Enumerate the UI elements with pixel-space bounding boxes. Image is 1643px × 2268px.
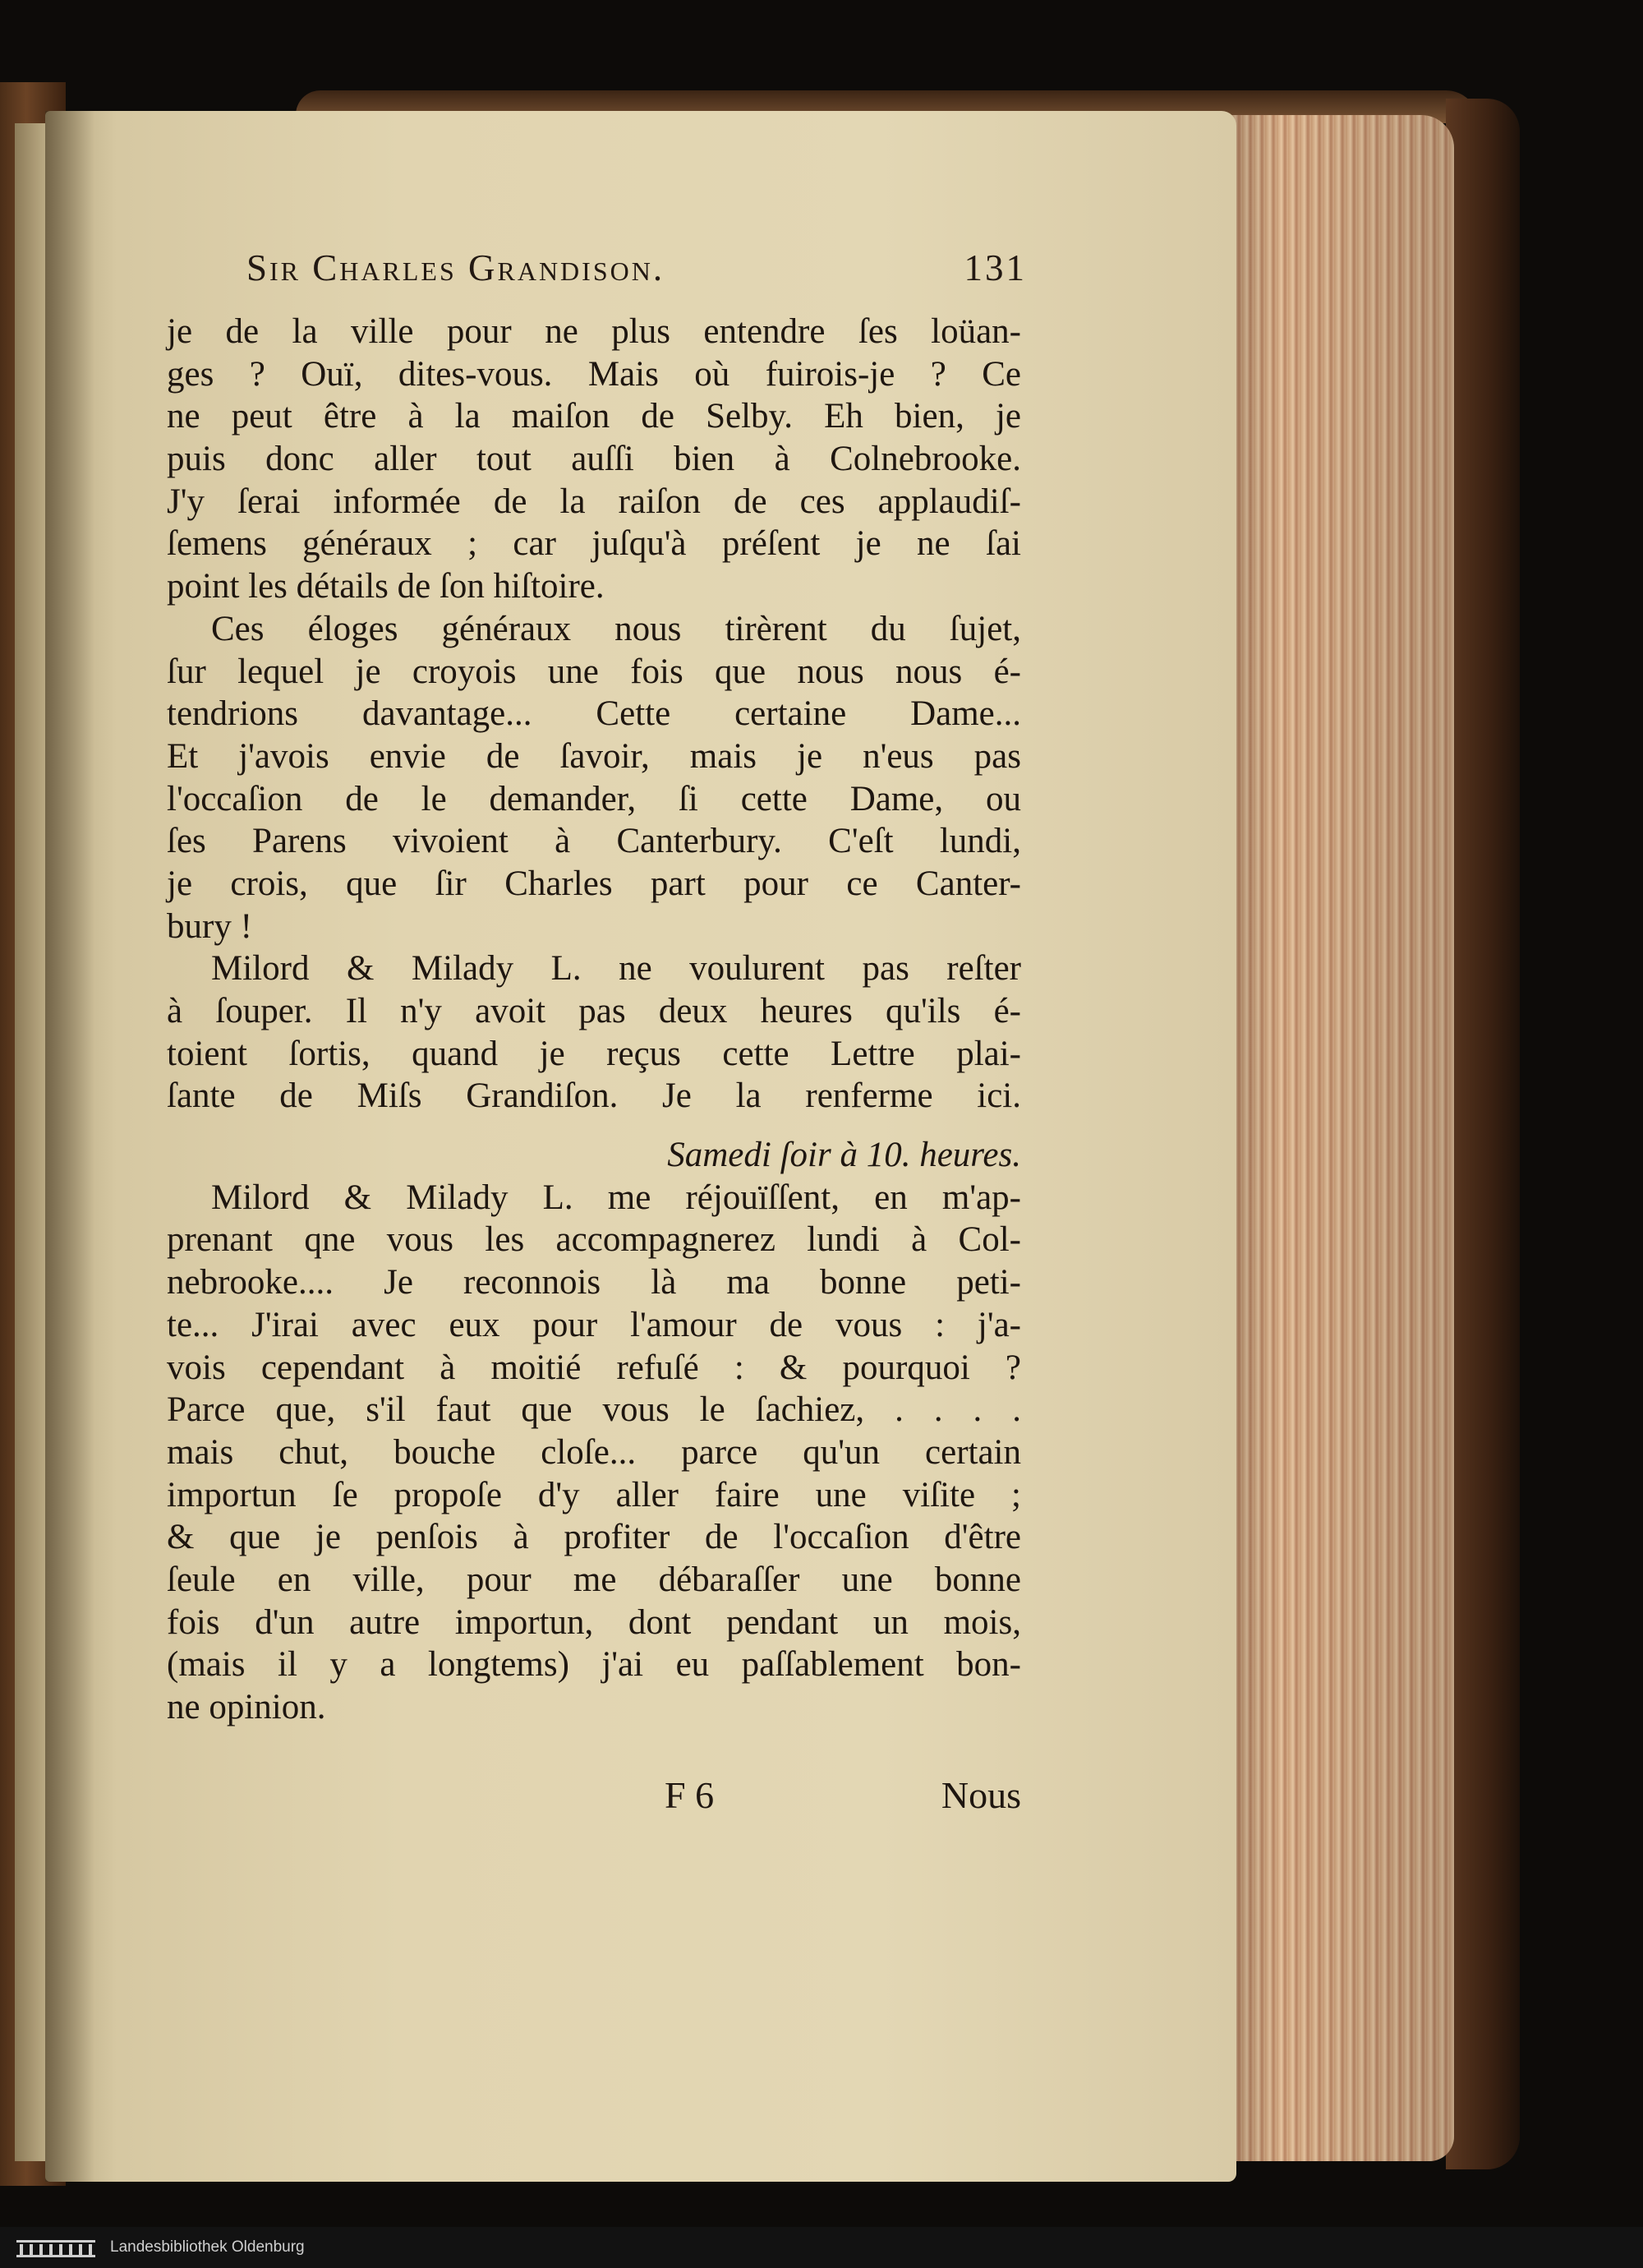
text-line: je crois, que ſir Charles part pour ce Canter-	[167, 864, 1021, 903]
text-line: Et j'avois envie de ſavoir, mais je n'eus pas	[167, 736, 1021, 776]
text-line: te... J'irai avec eux pour l'amour de vous : j'a-	[167, 1305, 1021, 1344]
text-line: ſes Parens vivoient à Canterbury. C'eſt lundi,	[167, 822, 1021, 861]
text-line: mais chut, bouche cloſe... parce qu'un certain	[167, 1432, 1021, 1472]
gutter-shadow	[45, 111, 94, 2182]
running-title: Sir Charles Grandison.	[246, 247, 665, 288]
text-line: ſemens généraux ; car juſqu'à préſent je ne ſai	[167, 524, 1021, 564]
text-line: nebrooke.... Je reconnois là ma bonne peti-	[167, 1263, 1021, 1302]
text-line: Parce que, s'il faut que vous le ſachiez, . . . .	[167, 1390, 1021, 1430]
text-line: je de la ville pour ne plus entendre ſes loüan-	[167, 312, 1021, 351]
book-cover-right	[1446, 99, 1520, 2169]
catchword: Nous	[941, 1774, 1021, 1816]
text-line: bury !	[167, 906, 252, 946]
library-name: Landesbibliothek Oldenburg	[110, 2238, 305, 2256]
text-line: toient ſortis, quand je reçus cette Lettre plai-	[167, 1034, 1021, 1073]
text-line: (mais il y a longtems) j'ai eu paſſablement bon-	[167, 1645, 1021, 1685]
text-line: ges ? Ouï, dites-vous. Mais où fuirois-je ? Ce	[167, 354, 1021, 394]
page-footer	[167, 1773, 1021, 1823]
text-line: J'y ſerai informée de la raiſon de ces applaudiſ-	[167, 482, 1021, 521]
text-line: point les détails de ſon hiſtoire.	[167, 567, 605, 606]
fore-edge-shading	[1208, 115, 1454, 2161]
library-logo-icon	[15, 2237, 97, 2258]
text-line: tendrions davantage... Cette certaine Dame...	[167, 694, 1021, 734]
text-line: importun ſe propoſe d'y aller faire une viſite ;	[167, 1475, 1021, 1514]
text-line: vois cependant à moitié refuſé : & pourquoi ?	[167, 1348, 1021, 1387]
text-line: ne opinion.	[167, 1688, 326, 1726]
library-bar	[0, 2227, 1643, 2268]
body-text	[167, 311, 1021, 1729]
text-line: ne peut être à la maiſon de Selby. Eh bien, je	[167, 397, 1021, 436]
text-line: puis donc aller tout auſſi bien à Colnebrooke.	[167, 440, 1021, 479]
text-line: ſante de Miſs Grandiſon. Je la renferme ici.	[167, 1076, 1021, 1116]
text-line: Milord & Milady L. ne voulurent pas reſter	[211, 949, 1021, 989]
text-line: fois d'un autre importun, dont pendant un mois,	[167, 1602, 1021, 1642]
running-head	[246, 247, 1027, 296]
text-line: à ſouper. Il n'y avoit pas deux heures qu'ils é-	[167, 992, 1021, 1030]
text-line: Milord & Milady L. me réjouïſſent, en m'ap-	[211, 1178, 1021, 1217]
text-line: Samedi ſoir à 10. heures.	[667, 1136, 1021, 1175]
text-line: ſeule en ville, pour me débaraſſer une bonne	[167, 1560, 1021, 1599]
page-number: 131	[964, 247, 1027, 288]
text-line: l'occaſion de le demander, ſi cette Dame, ou	[167, 779, 1021, 818]
signature-mark: F 6	[665, 1774, 715, 1816]
text-line: & que je penſois à profiter de l'occaſion d'être	[167, 1518, 1021, 1557]
text-line: Ces éloges généraux nous tirèrent du ſujet,	[211, 609, 1021, 648]
text-line: prenant qne vous les accompagnerez lundi à Col-	[167, 1220, 1021, 1260]
text-line: ſur lequel je croyois une fois que nous nous é-	[167, 652, 1021, 691]
